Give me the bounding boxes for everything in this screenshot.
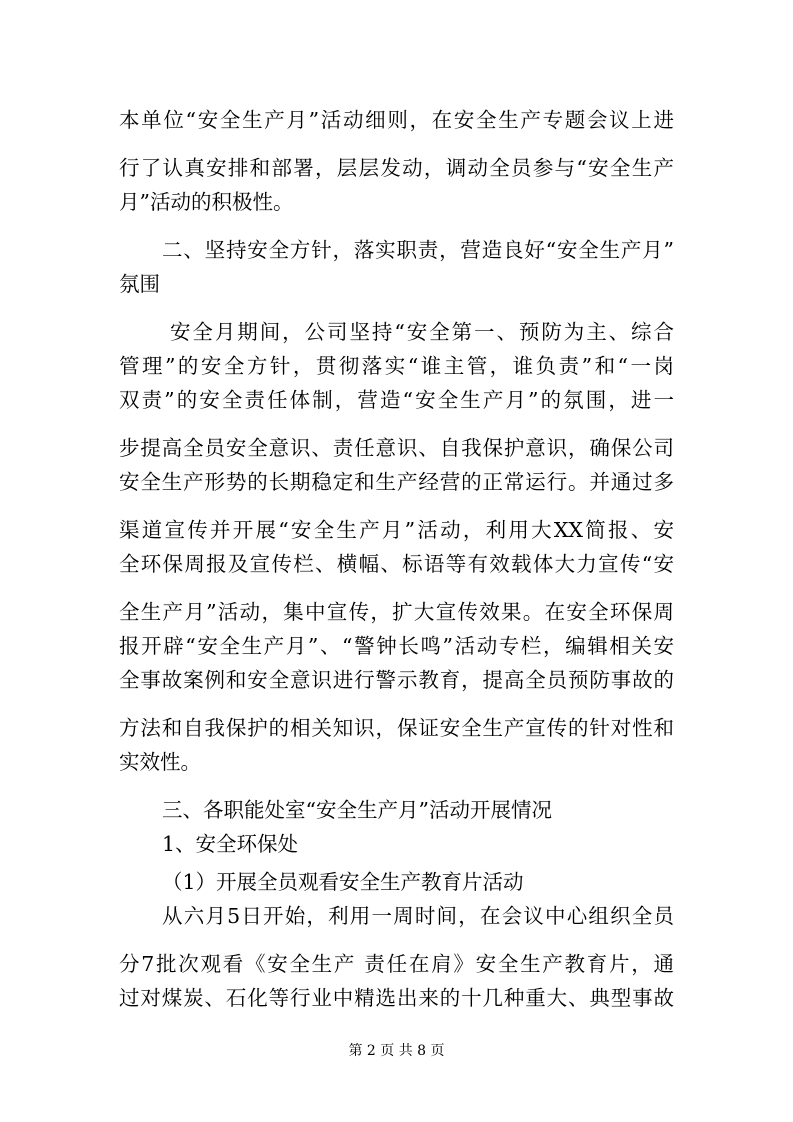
paragraph-line: 全事故案例和安全意识进行警示教育，提高全员预防事故的 xyxy=(119,668,674,692)
paragraph-line: 方法和自我保护的相关知识，保证安全生产宣传的针对性和 xyxy=(119,716,674,740)
paragraph-line: 管理”的安全方针，贯彻落实“谁主管，谁负责”和“一岗 xyxy=(119,354,674,378)
page-number-footer: 第 2 页 共 8 页 xyxy=(348,1043,445,1059)
section-heading: 氛围 xyxy=(119,272,160,296)
paragraph-line: 全生产月”活动，集中宣传，扩大宣传效果。在安全环保周 xyxy=(119,600,674,624)
paragraph-line: 双责”的安全责任体制，营造“安全生产月”的氛围，进一 xyxy=(119,388,674,412)
subsection-heading: 1、安全环保处 xyxy=(162,832,299,856)
paragraph-line: 实效性。 xyxy=(119,750,201,774)
paragraph-line: 本单位“安全生产月”活动细则，在安全生产专题会议上进 xyxy=(119,108,674,132)
paragraph-line: 步提高全员安全意识、责任意识、自我保护意识，确保公司 xyxy=(119,436,674,460)
paragraph-line: 分7批次观看《安全生产 责任在肩》安全生产教育片，通 xyxy=(119,952,674,976)
paragraph-line: 月”活动的积极性。 xyxy=(119,190,294,214)
paragraph-line: 行了认真安排和部署，层层发动，调动全员参与“安全生产 xyxy=(119,156,674,180)
paragraph-line: 从六月5日开始，利用一周时间，在会议中心组织全员 xyxy=(162,904,674,928)
paragraph-line: 安全月期间，公司坚持“安全第一、预防为主、综合 xyxy=(170,320,674,344)
section-heading: 二、坚持安全方针，落实职责，营造良好“安全生产月” xyxy=(162,238,674,262)
subsection-heading: （1）开展全员观看安全生产教育片活动 xyxy=(162,870,524,894)
paragraph-line: 渠道宣传并开展“安全生产月”活动，利用大XX简报、安 xyxy=(119,518,674,542)
paragraph-line: 全环保周报及宣传栏、横幅、标语等有效载体大力宣传“安 xyxy=(119,552,674,576)
paragraph-line: 过对煤炭、石化等行业中精选出来的十几种重大、典型事故 xyxy=(119,986,674,1010)
paragraph-line: 安全生产形势的长期稳定和生产经营的正常运行。并通过多 xyxy=(119,470,674,494)
paragraph-line: 报开辟“安全生产月”、“警钟长鸣”活动专栏，编辑相关安 xyxy=(119,634,674,658)
section-heading: 三、各职能处室“安全生产月”活动开展情况 xyxy=(162,798,552,822)
